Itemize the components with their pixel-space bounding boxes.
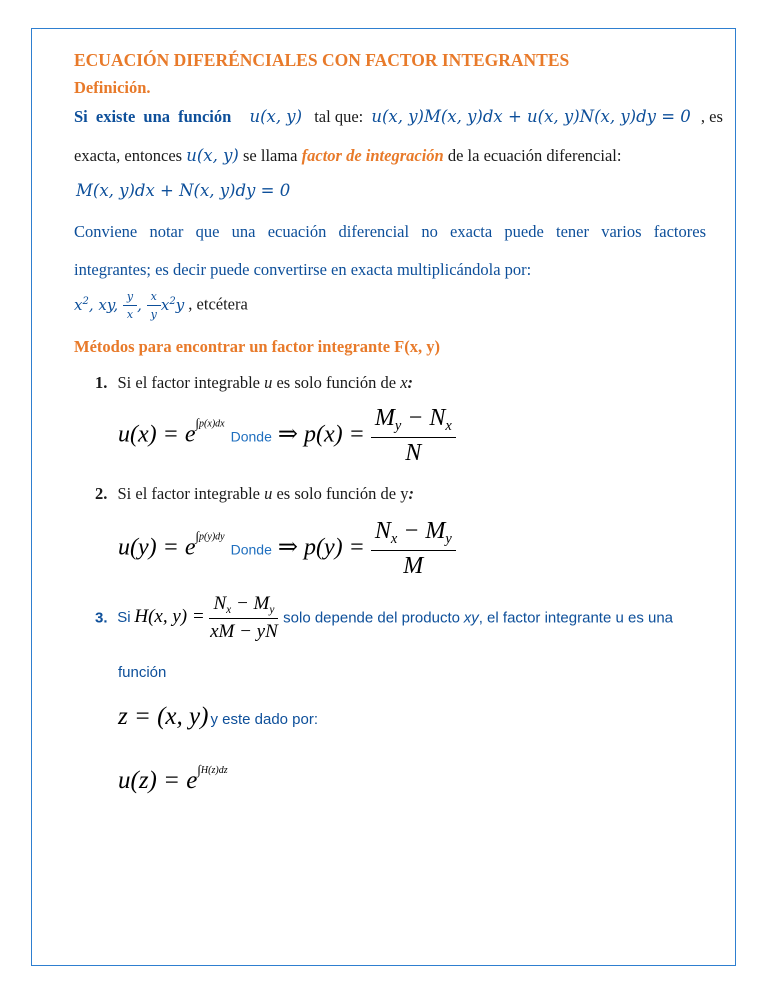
definition-mid: tal que:	[314, 107, 364, 126]
method-3-text-a: Si	[117, 609, 131, 627]
definition-prefix: Si existe una función	[74, 107, 232, 126]
method-1-dep: x	[400, 373, 408, 392]
definition-function: u(x, y)	[249, 107, 303, 126]
methods-heading: Métodos para encontrar un factor integrante F(x, y)	[74, 337, 440, 356]
note-line-1: Conviene notar que una ecuación diferencial no exacta puede tener varios factores	[74, 222, 706, 241]
definition-line-1	[74, 107, 723, 127]
definition-equation-inline: u(x, y)M(x, y)dx + u(x, y)N(x, y)dy = 0	[371, 107, 691, 126]
method-2-line	[95, 484, 414, 504]
note-line-2: integrantes; es decir puede convertirse en exacta multiplicándola por:	[74, 260, 532, 279]
formula-2: $u(y) = e^{\int p(y)dy}$ Donde ⇒ p(y) = $\frac{N_x - M_y}{M}$	[118, 518, 456, 580]
def-line2-a: exacta, entonces	[74, 146, 183, 165]
def-line2-b: se llama	[242, 146, 298, 165]
donde-label-1: Donde	[230, 428, 272, 445]
method-1-text-b: es solo función de	[276, 373, 397, 392]
method-3-line-2: función	[118, 664, 167, 681]
method-3-text-c: , el factor integrante u es una	[478, 609, 674, 627]
method-3-dep: xy	[463, 609, 479, 627]
method-2-number: 2.	[95, 484, 108, 503]
method-1-colon: :	[407, 373, 414, 392]
method-1-line	[95, 373, 413, 393]
method-3-line	[95, 593, 673, 643]
h-formula: H(x, y) = $\frac{N_x - M_y}{xM - yN}$	[134, 593, 278, 642]
def-line2-func: u(x, y)	[186, 146, 239, 165]
definition-suffix: , es	[700, 107, 723, 126]
method-1-text-a: Si el factor integrable	[117, 373, 260, 392]
examples-line: $x^2$, xy, $\frac{y}{x}$ , $\frac{x}{y}$ $x^2y$ , etcétera	[74, 290, 248, 321]
formula-1: $u(x) = e^{\int p(x)dx}$ Donde ⇒ p(x) = $\frac{M_y - N_x}{N}$	[118, 405, 456, 467]
method-2-text-a: Si el factor integrable	[117, 484, 260, 503]
examples-suffix: , etcétera	[188, 294, 248, 314]
def-line2-c: de la ecuación diferencial:	[447, 146, 622, 165]
donde-label-2: Donde	[230, 541, 272, 558]
page-title: ECUACIÓN DIFERÉNCIALES CON FACTOR INTEGRANTES	[74, 50, 570, 70]
z-tail: y este dado por:	[210, 711, 319, 728]
method-3-text-b: solo depende del producto	[283, 609, 460, 627]
method-2-var: u	[264, 484, 273, 503]
factor-term: factor de integración	[301, 146, 444, 165]
method-1-number: 1.	[95, 373, 108, 392]
method-3-number: 3.	[95, 609, 108, 627]
definition-line-2	[74, 146, 621, 166]
method-1-var: u	[264, 373, 273, 392]
method-2-text-b: es solo función de y	[276, 484, 409, 503]
formula-3: $u(z) = e^{\int H(z)dz}$	[118, 762, 228, 794]
method-2-colon: :	[408, 484, 414, 503]
z-formula: z = (x, y) y este dado por:	[118, 703, 319, 730]
definition-heading: Definición.	[74, 78, 151, 97]
definition-equation: M(x, y)dx + N(x, y)dy = 0	[76, 181, 291, 200]
